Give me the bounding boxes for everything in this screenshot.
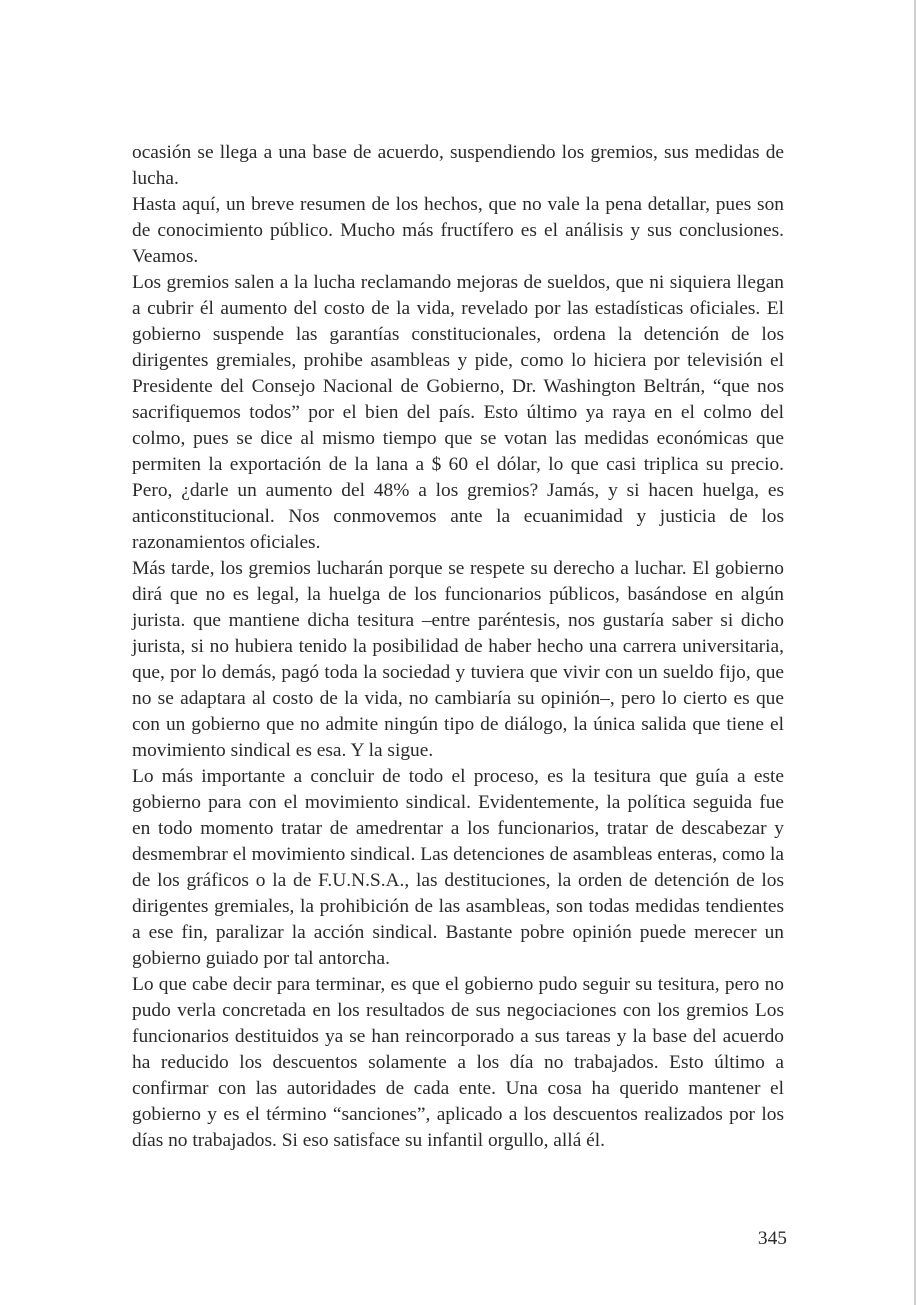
body-text: [132, 140, 784, 1154]
paragraph: Más tarde, los gremios lucharán porque se respete su derecho a luchar. El gobierno dirá que no es legal, la huelga de los funcionarios públicos, basándose en algún jurista. que mantiene dicha tesitura –entre paréntesis, nos gustaría saber si dicho jurista, si no hubiera tenido la posibilidad de haber hecho una carrera universitaria, que, por lo demás, pagó toda la sociedad y tuviera que vivir con un sueldo fijo, que no se adaptara al costo de la vida, no cambiaría su opinión–, pero lo cierto es que con un gobierno que no admite ningún tipo de diálogo, la única salida que tiene el movimiento sindical es esa. Y la sigue.: [132, 558, 784, 761]
page-number: 345: [757, 1228, 787, 1249]
paragraph: ocasión se llega a una base de acuerdo, suspendiendo los gremios, sus medidas de lucha.: [132, 142, 784, 189]
paragraph: Los gremios salen a la lucha reclamando mejoras de sueldos, que ni siquiera llegan a cubrir él aumento del costo de la vida, revelado por las estadísticas oficiales. El gobierno suspende las garantías constitucionales, ordena la detención de los dirigentes gremiales, prohibe asambleas y pide, como lo hiciera por televisión el Presidente del Consejo Nacional de Gobierno, Dr. Washington Beltrán, “que nos sacrifiquemos todos” por el bien del país. Esto último ya raya en el colmo del colmo, pues se dice al mismo tiempo que se votan las medidas económicas que permiten la exportación de la lana a $ 60 el dólar, lo que casi triplica su precio. Pero, ¿darle un aumento del 48% a los gremios? Jamás, y si hacen huelga, es anticonstitucional. Nos conmovemos ante la ecuanimidad y justicia de los razonamientos oficiales.: [132, 272, 784, 553]
paragraph: Lo más importante a concluir de todo el proceso, es la tesitura que guía a este gobierno para con el movimiento sindical. Evidentemente, la política seguida fue en todo momento tratar de amedrentar a los funcionarios, tratar de descabezar y desmembrar el movimiento sindical. Las detenciones de asambleas enteras, como la de los gráficos o la de F.U.N.S.A., las destituciones, la orden de detención de los dirigentes gremiales, la prohibición de las asambleas, son todas medidas tendientes a ese fin, paralizar la acción sindical. Bastante pobre opinión puede merecer un gobierno guiado por tal antorcha.: [132, 766, 784, 969]
paragraph: Lo que cabe decir para terminar, es que el gobierno pudo seguir su tesitura, pero no pudo verla concretada en los resultados de sus negociaciones con los gremios Los funcionarios destituidos ya se han reincorporado a sus tareas y la base del acuerdo ha reducido los descuentos solamente a los día no trabajados. Esto último a confirmar con las autoridades de cada ente. Una cosa ha querido mantener el gobierno y es el término “sanciones”, aplicado a los descuentos realizados por los días no trabajados. Si eso satisface su infantil orgullo, allá él.: [132, 974, 784, 1151]
paragraph: Hasta aquí, un breve resumen de los hechos, que no vale la pena detallar, pues son de conocimiento público. Mucho más fructífero es el análisis y sus conclusiones. Veamos.: [132, 194, 784, 267]
